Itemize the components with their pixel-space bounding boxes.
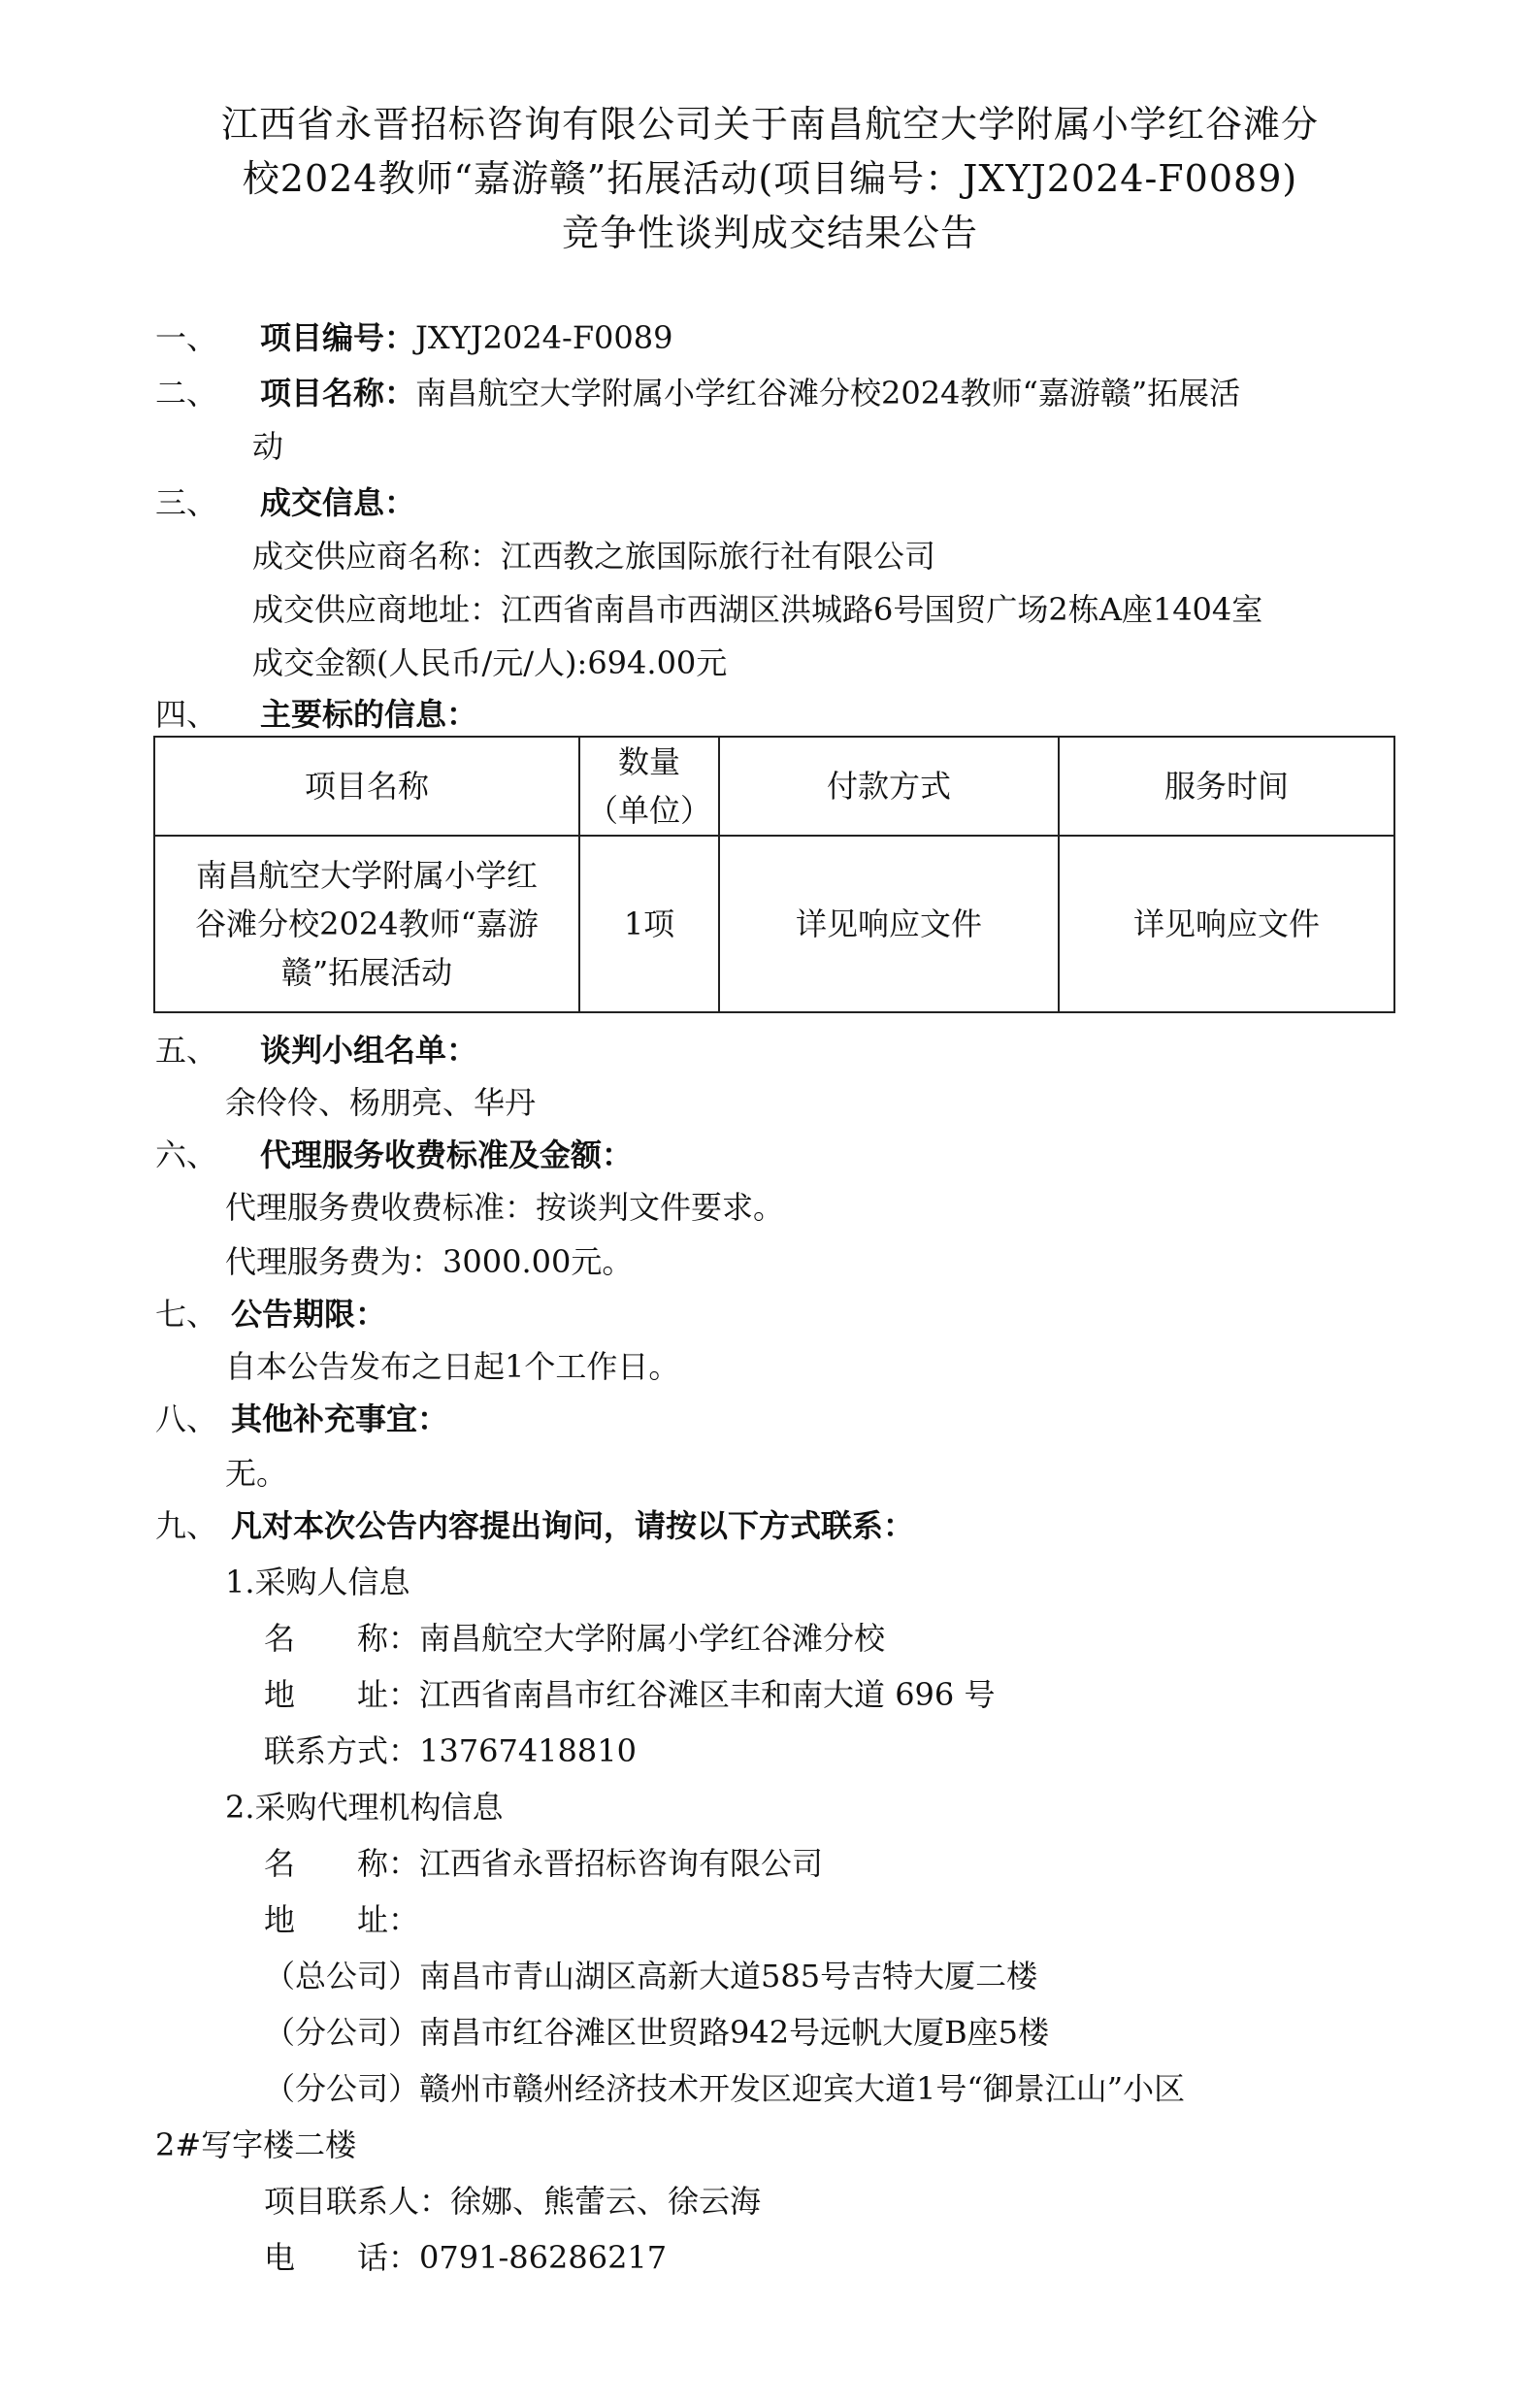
buyer-address-value: 江西省南昌市红谷滩区丰和南大道 696 号 <box>419 1676 996 1713</box>
agency-branch1-address: （分公司）南昌市红谷滩区世贸路942号远帆大厦B座5楼 <box>264 2014 1049 2051</box>
buyer-name-value: 南昌航空大学附属小学红谷滩分校 <box>419 1620 886 1657</box>
agency-phone-value: 0791-86286217 <box>419 2239 668 2276</box>
title-line-1: 江西省永晋招标咨询有限公司关于南昌航空大学附属小学红谷滩分 <box>220 103 1319 146</box>
notice-period-value: 自本公告发布之日起1个工作日。 <box>225 1348 680 1385</box>
title-line-2: 校2024教师“嘉游赣”拓展活动(项目编号：JXYJ2024-F0089) <box>242 157 1298 200</box>
header-quantity-line2: （单位） <box>586 792 711 829</box>
header-quantity <box>579 737 719 836</box>
section-label: 成交信息： <box>260 484 416 521</box>
buyer-name <box>264 1619 885 1658</box>
header-payment: 付款方式 <box>719 737 1059 836</box>
section-main-items <box>155 695 477 734</box>
cell-quantity: 1项 <box>579 836 719 1012</box>
agency-name-label: 名 称： <box>264 1845 420 1882</box>
buyer-contact-value: 13767418810 <box>419 1732 637 1769</box>
header-project-name: 项目名称 <box>154 737 579 836</box>
document-title <box>116 97 1424 260</box>
fee-standard: 代理服务费收费标准：按谈判文件要求。 <box>225 1189 785 1226</box>
section-label: 项目编号： <box>260 319 416 356</box>
section-label: 公告期限： <box>231 1296 387 1333</box>
section-number: 七、 <box>155 1296 218 1333</box>
agency-contact-persons: 项目联系人：徐娜、熊蕾云、徐云海 <box>264 2183 762 2220</box>
cell-project-name <box>154 836 579 1012</box>
section-panel <box>155 1031 477 1070</box>
agency-address-label: 地 址： <box>264 1901 420 1938</box>
agency-name <box>264 1844 823 1883</box>
section-number: 五、 <box>155 1032 218 1069</box>
agency-branch2-address-continued: 2#写字楼二楼 <box>155 2126 357 2163</box>
section-label: 凡对本次公告内容提出询问，请按以下方式联系： <box>231 1507 915 1544</box>
supplier-name: 成交供应商名称：江西教之旅国际旅行社有限公司 <box>252 538 936 575</box>
buyer-heading: 1.采购人信息 <box>225 1564 410 1600</box>
supplier-address: 成交供应商地址：江西省南昌市西湖区洪城路6号国贸广场2栋A座1404室 <box>252 591 1263 628</box>
section-label: 谈判小组名单： <box>260 1032 478 1069</box>
section-other-matters <box>155 1400 448 1438</box>
section-agency-fee <box>155 1136 633 1174</box>
agency-hq-address: （总公司）南昌市青山湖区高新大道585号吉特大厦二楼 <box>264 1958 1038 1994</box>
section-number: 一、 <box>155 319 218 356</box>
section-number: 六、 <box>155 1137 218 1173</box>
cell-project-name-line1: 南昌航空大学附属小学红 <box>195 857 538 894</box>
buyer-contact-label: 联系方式： <box>264 1732 420 1769</box>
project-name-value: 南昌航空大学附属小学红谷滩分校2024教师“嘉游赣”拓展活 <box>415 375 1241 412</box>
table-row <box>154 836 1394 1012</box>
project-number-value: JXYJ2024-F0089 <box>415 319 673 356</box>
table-header-row <box>154 737 1394 836</box>
buyer-name-label: 名 称： <box>264 1620 420 1657</box>
agency-phone-label: 电 话： <box>264 2239 420 2276</box>
header-quantity-line1: 数量 <box>617 743 680 780</box>
agency-heading: 2.采购代理机构信息 <box>225 1789 504 1826</box>
deal-amount: 成交金额(人民币/元/人):694.00元 <box>252 644 728 681</box>
title-line-3: 竞争性谈判成交结果公告 <box>561 212 978 254</box>
section-label: 代理服务收费标准及金额： <box>260 1137 634 1173</box>
buyer-address-label: 地 址： <box>264 1676 420 1713</box>
section-contact <box>155 1506 914 1545</box>
panel-members: 余伶伶、杨朋亮、华丹 <box>225 1084 537 1121</box>
section-number: 四、 <box>155 696 218 733</box>
project-name-continued: 动 <box>252 428 284 465</box>
section-number: 八、 <box>155 1400 218 1437</box>
agency-branch2-address: （分公司）赣州市赣州经济技术开发区迎宾大道1号“御景江山”小区 <box>264 2070 1186 2107</box>
section-project-name <box>155 374 1240 412</box>
section-label: 项目名称： <box>260 375 416 412</box>
section-notice-period <box>155 1295 386 1334</box>
agency-phone <box>264 2238 667 2277</box>
section-project-number <box>155 318 672 357</box>
cell-project-name-line2: 谷滩分校2024教师“嘉游 <box>195 906 539 942</box>
cell-payment: 详见响应文件 <box>719 836 1059 1012</box>
section-label: 主要标的信息： <box>260 696 478 733</box>
section-number: 二、 <box>155 375 218 412</box>
cell-project-name-line3: 赣”拓展活动 <box>280 954 453 991</box>
other-matters-value: 无。 <box>225 1455 288 1492</box>
agency-name-value: 江西省永晋招标咨询有限公司 <box>419 1845 824 1882</box>
section-number: 九、 <box>155 1507 218 1544</box>
section-number: 三、 <box>155 484 218 521</box>
header-service-time: 服务时间 <box>1059 737 1394 836</box>
section-deal-info <box>155 483 415 522</box>
cell-service-time: 详见响应文件 <box>1059 836 1394 1012</box>
buyer-address <box>264 1675 995 1714</box>
section-label: 其他补充事宜： <box>231 1400 449 1437</box>
items-table <box>153 736 1395 1013</box>
buyer-contact <box>264 1731 637 1770</box>
fee-amount: 代理服务费为：3000.00元。 <box>225 1243 634 1280</box>
